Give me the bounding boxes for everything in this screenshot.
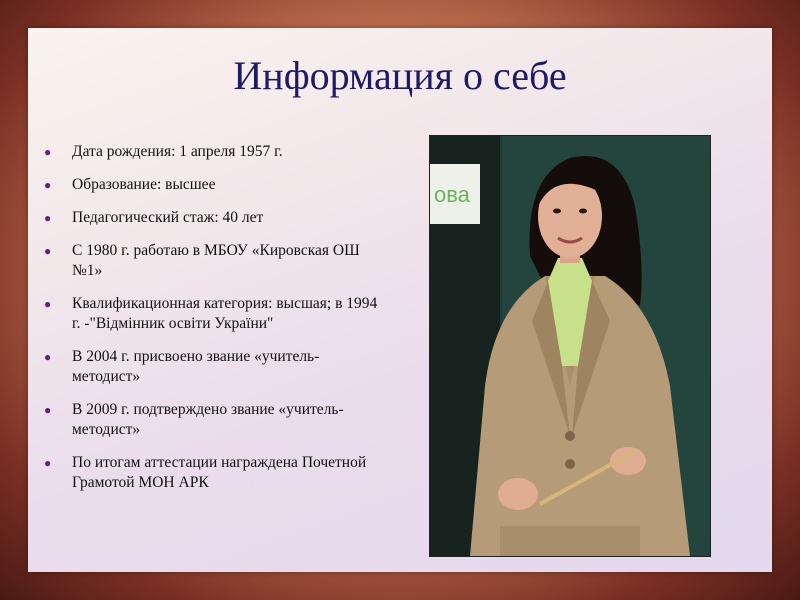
list-item (44, 142, 384, 162)
bullet-text: Квалификационная категория: высшая; в 1994 г. -"Відмінник освіти України" (72, 295, 378, 332)
bullet-icon: ● (44, 350, 52, 364)
list-item (44, 453, 384, 493)
bullet-icon: ● (44, 297, 52, 311)
bullet-icon: ● (44, 244, 52, 258)
bullet-text: Педагогический стаж: 40 лет (72, 209, 264, 226)
list-item (44, 241, 384, 281)
teacher-photo (429, 135, 711, 557)
bullet-icon: ● (44, 403, 52, 417)
bullet-icon: ● (44, 456, 52, 470)
list-item (44, 400, 384, 440)
list-item (44, 175, 384, 195)
bullet-text: Дата рождения: 1 апреля 1957 г. (72, 143, 283, 160)
bullet-icon: ● (44, 145, 52, 159)
bullet-text: Образование: высшее (72, 176, 216, 193)
board-text: ова (434, 182, 470, 207)
slide-title: Информация о себе (233, 53, 567, 98)
bullet-icon: ● (44, 178, 52, 192)
bullet-text: В 2004 г. присвоено звание «учитель-методист» (72, 348, 320, 385)
list-item (44, 347, 384, 387)
list-item (44, 294, 384, 334)
bullet-text: С 1980 г. работаю в МБОУ «Кировская ОШ №1» (72, 242, 360, 279)
bullet-text: В 2009 г. подтверждено звание «учитель-методист» (72, 401, 344, 438)
bullet-list (44, 142, 384, 506)
list-item (44, 208, 384, 228)
bullet-text: По итогам аттестации награждена Почетной Грамотой МОН АРК (72, 454, 367, 491)
bullet-icon: ● (44, 211, 52, 225)
